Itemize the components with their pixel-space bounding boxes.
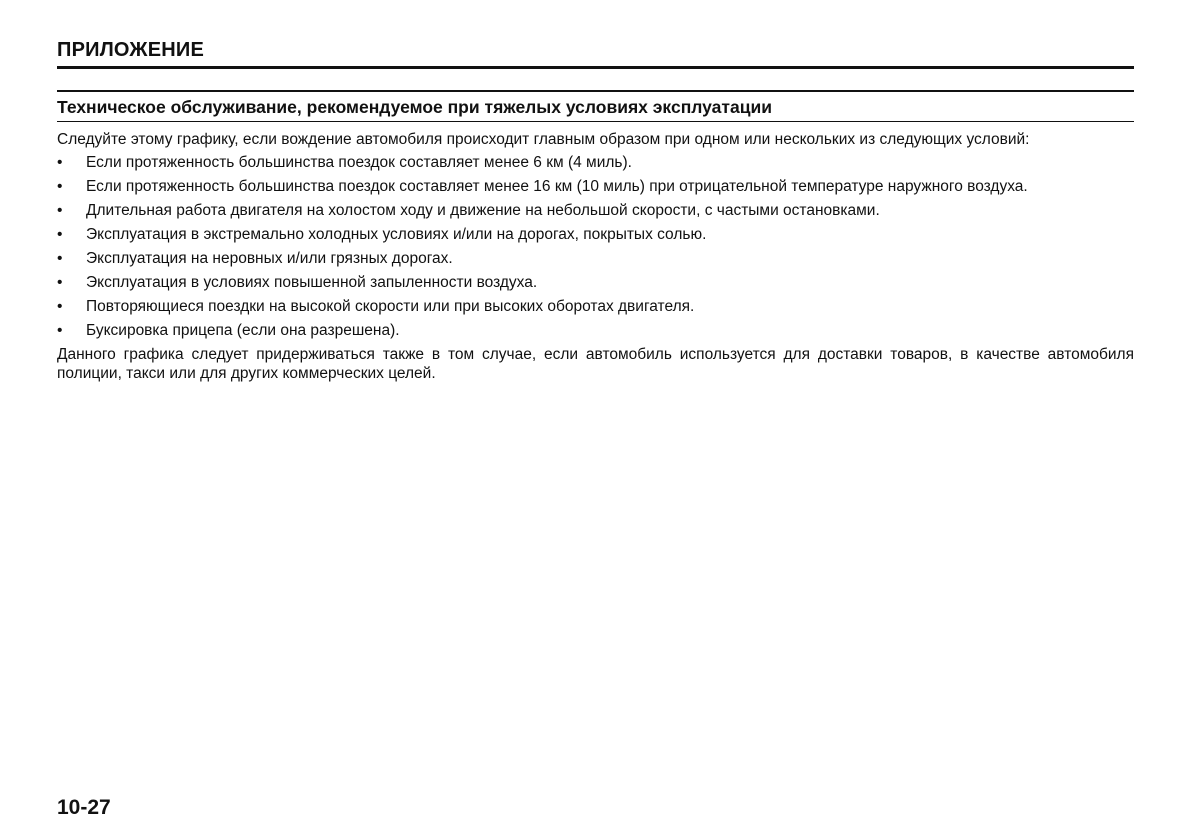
list-item bbox=[57, 273, 1134, 292]
list-item bbox=[57, 249, 1134, 268]
bullet-icon: • bbox=[57, 226, 63, 243]
conditions-list bbox=[57, 153, 1134, 340]
bullet-icon: • bbox=[57, 154, 63, 171]
list-item bbox=[57, 153, 1134, 172]
section-title: Техническое обслуживание, рекомендуемое при тяжелых условиях эксплуатации bbox=[57, 97, 772, 117]
chapter-divider bbox=[57, 66, 1134, 69]
bullet-icon: • bbox=[57, 178, 63, 195]
list-item-text: Эксплуатация в экстремально холодных условиях и/или на дорогах, покрытых солью. bbox=[86, 226, 707, 243]
outro-paragraph: Данного графика следует придерживаться также в том случае, если автомобиль используется для доставки товаров, в качестве автомобиля полиции, такси или для других коммерческих целей. bbox=[57, 346, 1134, 382]
maintenance-section bbox=[57, 90, 1134, 383]
bullet-icon: • bbox=[57, 274, 63, 291]
page-header bbox=[57, 38, 1134, 69]
section-bottom-divider bbox=[57, 121, 1134, 122]
bullet-icon: • bbox=[57, 250, 63, 267]
intro-paragraph: Следуйте этому графику, если вождение автомобиля происходит главным образом при одном или нескольких из следующих условий: bbox=[57, 131, 1030, 148]
list-item bbox=[57, 201, 1134, 220]
bullet-icon: • bbox=[57, 202, 63, 219]
list-item bbox=[57, 177, 1134, 196]
list-item-text: Буксировка прицепа (если она разрешена). bbox=[86, 322, 400, 339]
list-item-text: Повторяющиеся поездки на высокой скорости или при высоких оборотах двигателя. bbox=[86, 298, 695, 315]
list-item bbox=[57, 321, 1134, 340]
list-item-text: Эксплуатация в условиях повышенной запыленности воздуха. bbox=[86, 274, 538, 291]
list-item-text: Если протяженность большинства поездок составляет менее 6 км (4 миль). bbox=[86, 154, 632, 171]
list-item bbox=[57, 297, 1134, 316]
section-top-divider bbox=[57, 90, 1134, 92]
list-item-text: Если протяженность большинства поездок составляет менее 16 км (10 миль) при отрицательной температуре наружного воздуха. bbox=[86, 178, 1028, 195]
list-item-text: Эксплуатация на неровных и/или грязных дорогах. bbox=[86, 250, 453, 267]
list-item bbox=[57, 225, 1134, 244]
bullet-icon: • bbox=[57, 298, 63, 315]
list-item-text: Длительная работа двигателя на холостом ходу и движение на небольшой скорости, с частыми остановками. bbox=[86, 202, 880, 219]
page-number: 10-27 bbox=[57, 796, 111, 819]
chapter-title: ПРИЛОЖЕНИЕ bbox=[57, 39, 204, 61]
bullet-icon: • bbox=[57, 322, 63, 339]
